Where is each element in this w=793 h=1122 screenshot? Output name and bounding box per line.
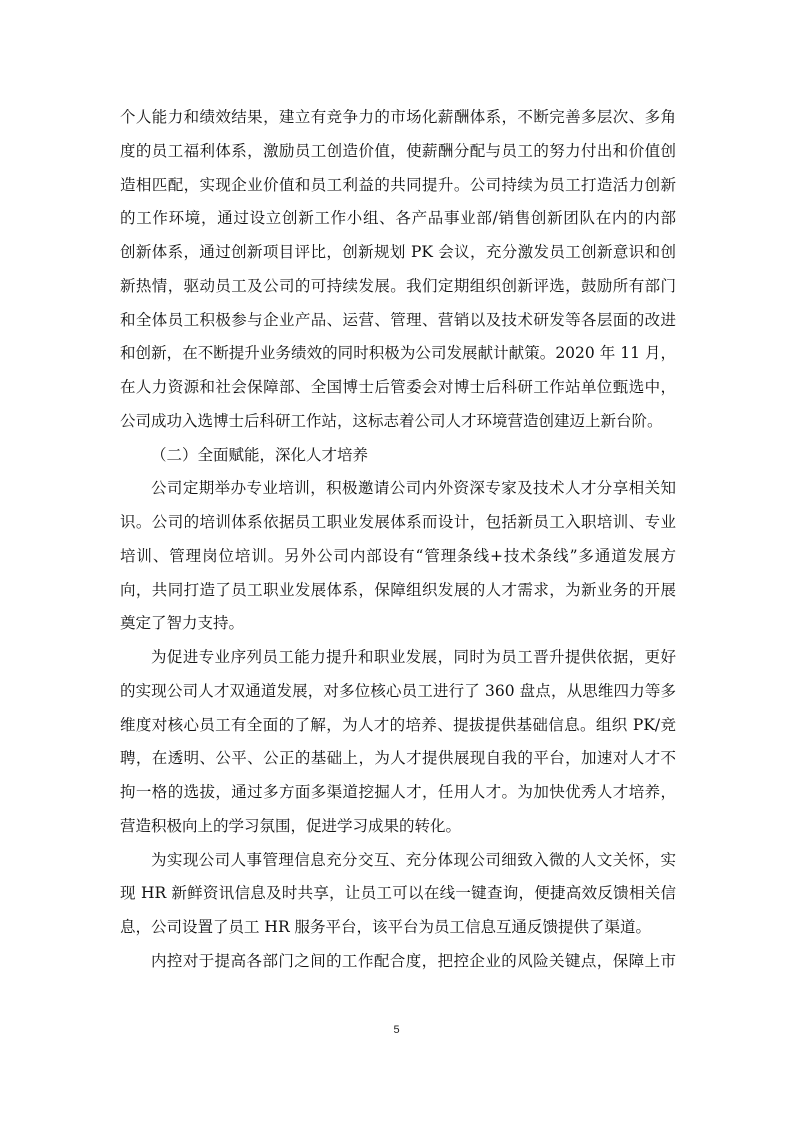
text-line: 营造积极向上的学习氛围，促进学习成果的转化。	[120, 816, 462, 835]
section-heading: （二）全面赋能，深化人才培养	[151, 445, 369, 464]
text-line: 培训、管理岗位培训。另外公司内部设有“管理条线+技术条线”多通道发展方	[120, 546, 676, 565]
text-line: 识。公司的培训体系依据员工职业发展体系而设计，包括新员工入职培训、专业	[120, 513, 676, 531]
text-line: 创新体系，通过创新项目评比，创新规划 PK 会议，充分激发员工创新意识和创	[120, 243, 676, 261]
text-line: 个人能力和绩效结果，建立有竞争力的市场化薪酬体系，不断完善多层次、多角	[120, 108, 676, 126]
text-line: 拘一格的选拔，通过多方面多渠道挖掘人才，任用人才。为加快优秀人才培养，	[120, 783, 676, 801]
text-line: 向，共同打造了员工职业发展体系，保障组织发展的人才需求，为新业务的开展	[120, 580, 676, 599]
text-line: 维度对核心员工有全面的了解，为人才的培养、提拔提供基础信息。组织 PK/竞	[120, 715, 676, 734]
text-line: 为促进专业序列员工能力提升和职业发展，同时为员工晋升提供依据，更好	[151, 648, 676, 666]
text-line: 的工作环境，通过设立创新工作小组、各产品事业部/销售创新团队在内的内部	[120, 209, 676, 228]
page-number: 5	[393, 1024, 400, 1036]
text-line: 公司成功入选博士后科研工作站，这标志着公司人才环境营造创建迈上新台阶。	[120, 411, 663, 430]
text-line: 造相匹配，实现企业价值和员工利益的共同提升。公司持续为员工打造活力创新	[120, 175, 676, 194]
text-line: 聘，在透明、公平、公正的基础上，为人才提供展现自我的平台，加速对人才不	[120, 749, 676, 768]
text-line: 息，公司设置了员工 HR 服务平台，该平台为员工信息互通反馈提供了渠道。	[120, 918, 652, 936]
text-line: 度的员工福利体系，激励员工创造价值，使薪酬分配与员工的努力付出和价值创	[120, 141, 676, 160]
text-line: 和创新，在不断提升业务绩效的同时积极为公司发展献计献策。2020 年 11 月，	[120, 344, 676, 363]
text-line: 的实现公司人才双通道发展，对多位核心员工进行了 360 盘点，从思维四力等多	[120, 681, 676, 700]
text-line: 公司定期举办专业培训，积极邀请公司内外资深专家及技术人才分享相关知	[151, 479, 676, 498]
text-line: 在人力资源和社会保障部、全国博士后管委会对博士后科研工作站单位甄选中，	[120, 378, 676, 396]
text-line: 现 HR 新鲜资讯信息及时共享，让员工可以在线一键查询，便捷高效反馈相关信	[120, 884, 676, 903]
text-line: 新热情，驱动员工及公司的可持续发展。我们定期组织创新评选，鼓励所有部门	[120, 276, 676, 295]
text-line: 和全体员工积极参与企业产品、运营、管理、营销以及技术研发等各层面的改进	[120, 310, 676, 329]
text-line: 内控对于提高各部门之间的工作配合度，把控企业的风险关键点，保障上市	[151, 951, 676, 970]
body-text	[120, 101, 676, 979]
text-line: 为实现公司人事管理信息充分交互、充分体现公司细致入微的人文关怀，实	[151, 850, 676, 869]
text-line: 奠定了智力支持。	[120, 614, 245, 633]
